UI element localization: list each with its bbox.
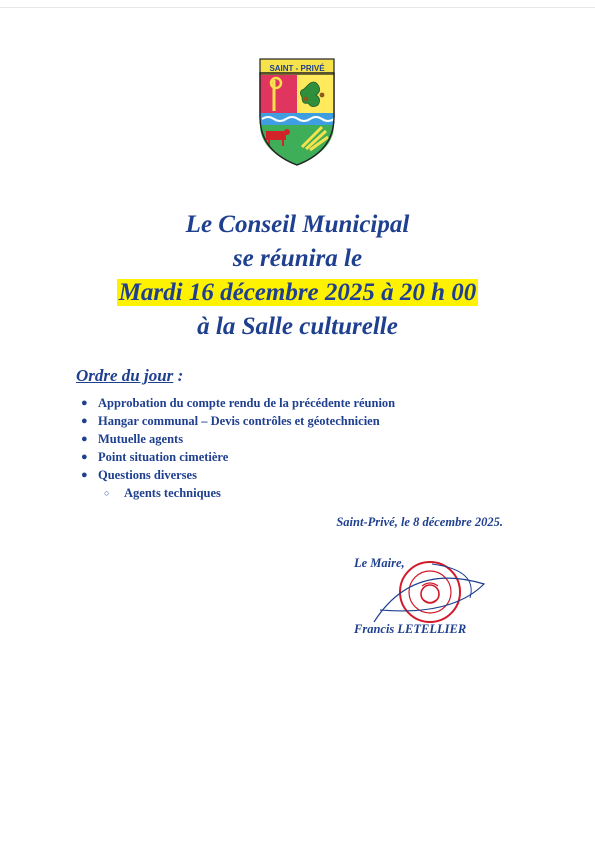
meeting-date-highlight: Mardi 16 décembre 2025 à 20 h 00 <box>118 279 477 306</box>
mayor-name: Francis LETELLIER <box>354 622 467 636</box>
crest-label: SAINT - PRIVÉ <box>269 64 325 73</box>
agenda-heading-colon: : <box>173 366 184 385</box>
bullet-icon: ● <box>81 397 88 409</box>
title-block <box>40 208 555 344</box>
circle-bullet-icon: ○ <box>104 488 110 498</box>
bullet-icon: ● <box>81 451 88 463</box>
agenda-heading <box>76 366 183 386</box>
dateline: Saint-Privé, le 8 décembre 2025. <box>336 515 503 529</box>
agenda-item <box>80 430 395 448</box>
agenda-item <box>80 394 395 412</box>
agenda-item-text: Hangar communal – Devis contrôles et géotechnicien <box>98 414 380 428</box>
agenda-subitem-text: Agents techniques <box>124 486 221 500</box>
agenda-list <box>80 394 395 502</box>
agenda-item-text: Questions diverses <box>98 468 197 482</box>
bullet-icon: ● <box>81 415 88 427</box>
agenda-item <box>80 412 395 430</box>
page-top-rule <box>0 7 595 8</box>
agenda-item-text: Approbation du compte rendu de la précédente réunion <box>98 396 396 410</box>
agenda-item <box>80 466 395 484</box>
coat-of-arms-icon <box>256 55 338 167</box>
title-line-3 <box>40 276 555 310</box>
title-line-1: Le Conseil Municipal <box>185 211 410 238</box>
title-line-2: se réunira le <box>232 245 363 272</box>
bullet-icon: ● <box>81 469 88 481</box>
agenda-subitem <box>80 484 395 502</box>
agenda-item <box>80 448 395 466</box>
bullet-icon: ● <box>81 433 88 445</box>
agenda-heading-text: Ordre du jour <box>76 366 174 385</box>
agenda-item-text: Mutuelle agents <box>98 432 184 446</box>
agenda-item-text: Point situation cimetière <box>98 450 229 464</box>
mayor-title: Le Maire, <box>354 556 405 570</box>
title-line-4: à la Salle culturelle <box>197 313 398 340</box>
